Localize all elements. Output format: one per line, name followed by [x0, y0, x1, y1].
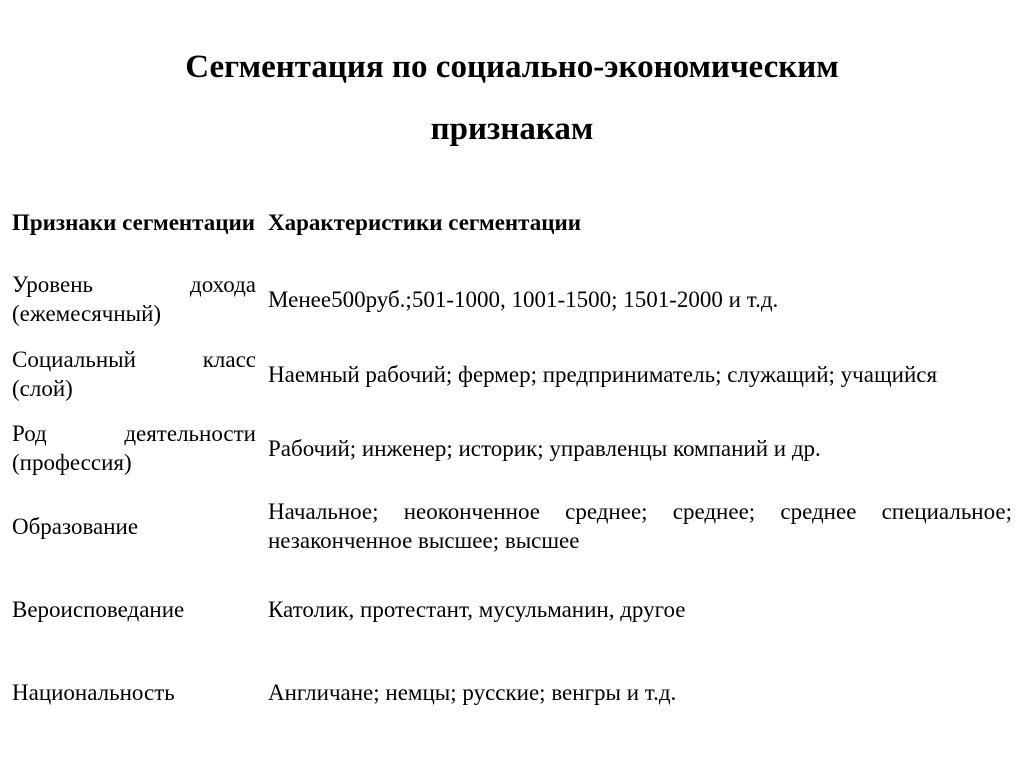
table-row	[6, 337, 1018, 411]
row-feature: Вероисповедание	[12, 596, 185, 622]
row-characteristics: Начальное; неоконченное среднее; среднее; среднее специальное; незаконченное высшее; высшее	[268, 499, 1012, 553]
slide-title	[0, 36, 1024, 160]
row-characteristics: Рабочий; инженер; историк; управленцы компаний и др.	[268, 435, 821, 461]
table-row	[6, 411, 1018, 485]
row-characteristics: Англичане; немцы; русские; венгры и т.д.	[268, 679, 677, 705]
row-characteristics: Католик, протестант, мусульманин, другое	[268, 596, 686, 622]
row-feature: Уровень дохода (ежемесячный)	[12, 272, 256, 326]
segmentation-table	[6, 183, 1018, 733]
row-feature: Род деятельности (профессия)	[12, 421, 256, 475]
row-characteristics: Наемный рабочий; фермер; предприниматель; служащий; учащийся	[268, 361, 938, 387]
row-characteristics: Менее500руб.;501-1000, 1001-1500; 1501-2000 и т.д.	[268, 286, 779, 312]
table-header-row	[6, 183, 1018, 261]
table-row	[6, 567, 1018, 651]
row-feature: Национальность	[12, 679, 175, 705]
table-row	[6, 261, 1018, 337]
table-row	[6, 485, 1018, 567]
row-feature: Социальный класс (слой)	[12, 347, 256, 401]
row-feature: Образование	[12, 513, 139, 539]
slide-title-line-2: признакам	[430, 111, 594, 147]
header-characteristics: Характеристики сегментации	[268, 209, 582, 235]
table-row	[6, 651, 1018, 733]
slide-title-line-1: Сегментация по социально-экономическим	[185, 49, 839, 85]
header-features: Признаки сегментации	[12, 209, 255, 235]
